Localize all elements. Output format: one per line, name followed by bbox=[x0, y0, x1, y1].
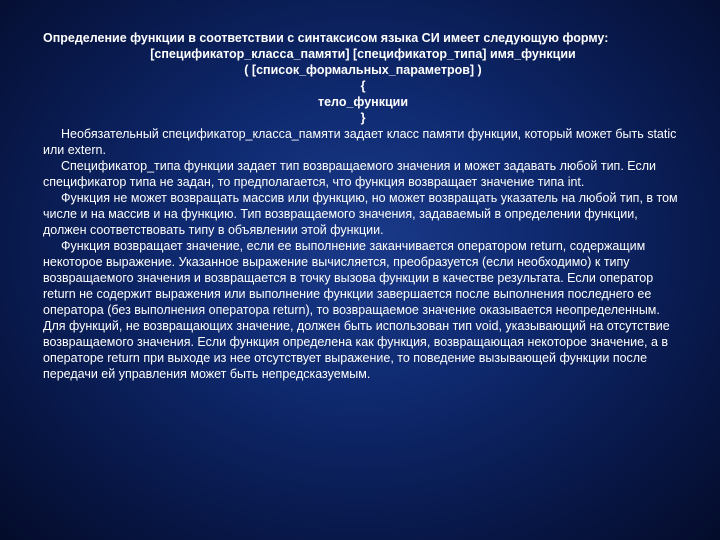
definition-heading: Определение функции в соответствии с синтаксисом языка СИ имеет следующую форму: bbox=[43, 31, 609, 45]
paragraph-return-restrictions: Функция не может возвращать массив или функцию, но может возвращать указатель на любой тип, в том числе и на массив и на функцию. Тип возвращаемого значения, задаваемый в определении функции, должен соответствовать типу в объявлении этой функции. bbox=[43, 191, 678, 237]
syntax-line-parameters: ( [список_формальных_параметров] ) bbox=[244, 63, 482, 77]
syntax-line-signature: [спецификатор_класса_памяти] [спецификатор_типа] имя_функции bbox=[150, 47, 576, 61]
syntax-line-body: тело_функции bbox=[317, 95, 409, 109]
slide-content bbox=[43, 30, 683, 382]
paragraph-type-specifier: Спецификатор_типа функции задает тип возвращаемого значения и может задавать любой тип. Если спецификатор типа не задан, то предполагается, что функция возвращает значение типа int. bbox=[43, 159, 656, 189]
syntax-line-open-brace: { bbox=[360, 79, 366, 93]
syntax-line-close-brace: } bbox=[360, 111, 366, 125]
paragraph-return-statement: Функция возвращает значение, если ее выполнение заканчивается оператором return, содержащим некоторое выражение. Указанное выражение вычисляется, преобразуется (если необходимо) к типу возвращаемого значения и возвращается в точку вызова функции в качестве результата. Если оператор return не содержит выражения или выполнение функции завершается после выполнения последнего ее оператора (без выполнения оператора return), то возвращаемое значение оказывается неопределенным. Для функций, не возвращающих значение, должен быть использован тип void, указывающий на отсутствие возвращаемого значения. Если функция определена как функция, возвращающая некоторое значение, а в операторе return при выходе из нее отсутствует выражение, то поведение вызывающей функции после передачи ей управления может быть непредсказуемым. bbox=[43, 239, 670, 381]
paragraph-storage-class: Необязательный спецификатор_класса_памяти задает класс памяти функции, который может быть static или extern. bbox=[43, 127, 677, 157]
